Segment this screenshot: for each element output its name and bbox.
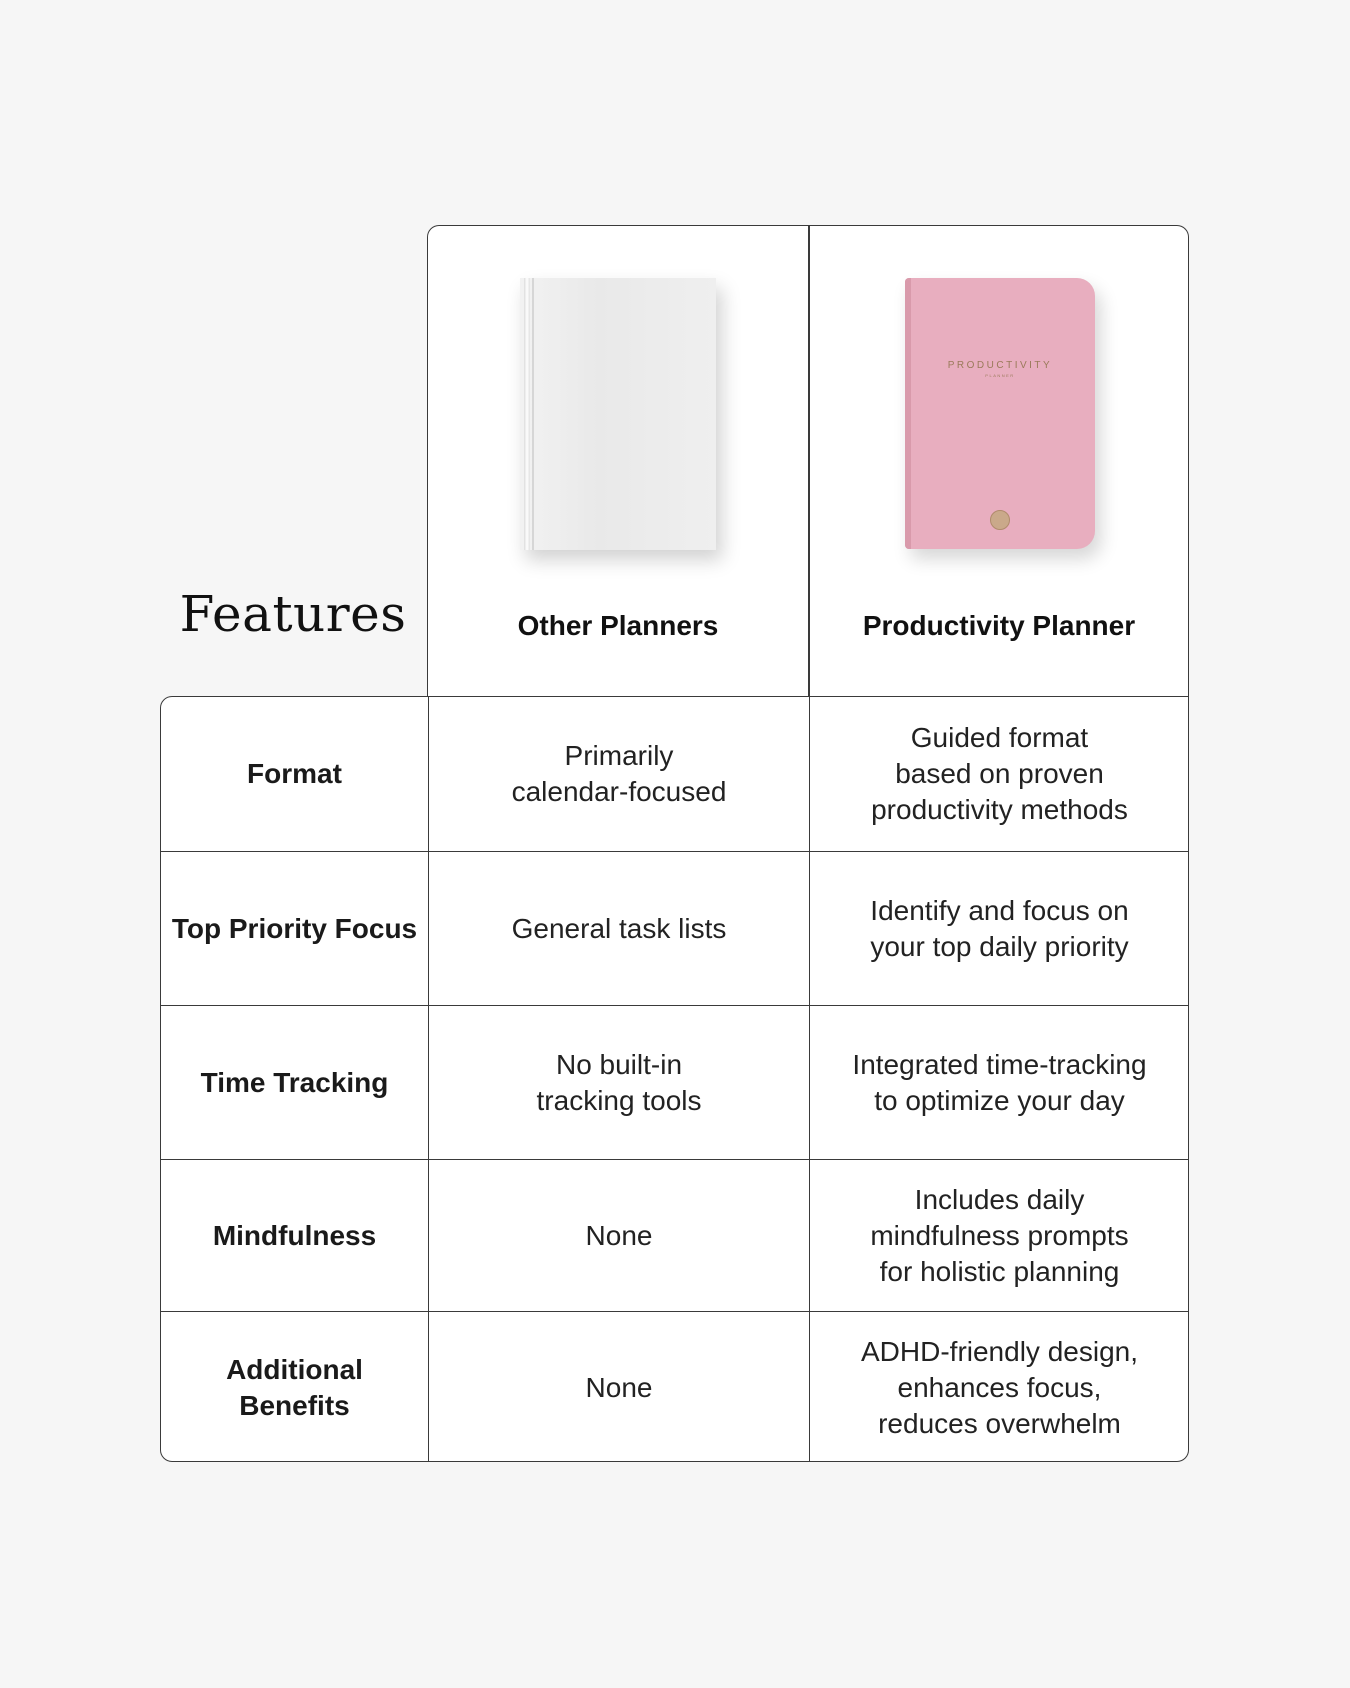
productivity-value: Guided format based on proven productivity methods: [809, 697, 1189, 851]
table-row: [161, 851, 1188, 1005]
productivity-value: Includes daily mindfulness prompts for holistic planning: [809, 1160, 1189, 1311]
table-row: [161, 1311, 1188, 1462]
other-value: No built-in tracking tools: [428, 1006, 809, 1159]
feature-label: Time Tracking: [200, 1066, 389, 1098]
productivity-planner-book-image: [905, 278, 1095, 549]
book-brand-text: PRODUCTIVITY: [947, 360, 1053, 371]
feature-label: Mindfulness: [212, 1219, 377, 1251]
column-title-other: Other Planners: [517, 610, 719, 641]
other-planner-book-image: [520, 278, 716, 550]
book-emblem-icon: [990, 510, 1010, 530]
other-value: Primarily calendar-focused: [428, 697, 809, 851]
feature-label: Additional Benefits: [226, 1353, 363, 1421]
other-value: None: [428, 1160, 809, 1311]
feature-label: Format: [247, 758, 342, 789]
comparison-table: [160, 696, 1189, 1462]
other-value: None: [428, 1312, 809, 1462]
feature-label: Top Priority Focus: [171, 912, 418, 944]
features-heading: Features: [179, 585, 407, 643]
productivity-value: Integrated time-tracking to optimize your day: [809, 1006, 1189, 1159]
table-row: [161, 1005, 1188, 1159]
book-spine: [524, 278, 530, 550]
productivity-value: ADHD-friendly design, enhances focus, reduces overwhelm: [809, 1312, 1189, 1462]
book-spine-line: [532, 278, 534, 550]
table-row: [161, 697, 1188, 851]
column-title-productivity: Productivity Planner: [862, 610, 1136, 641]
productivity-value: Identify and focus on your top daily priority: [809, 852, 1189, 1005]
other-value: General task lists: [428, 852, 809, 1005]
book-brand-subtext: PLANNER: [985, 373, 1015, 378]
table-row: [161, 1159, 1188, 1311]
book-edge: [905, 278, 911, 549]
